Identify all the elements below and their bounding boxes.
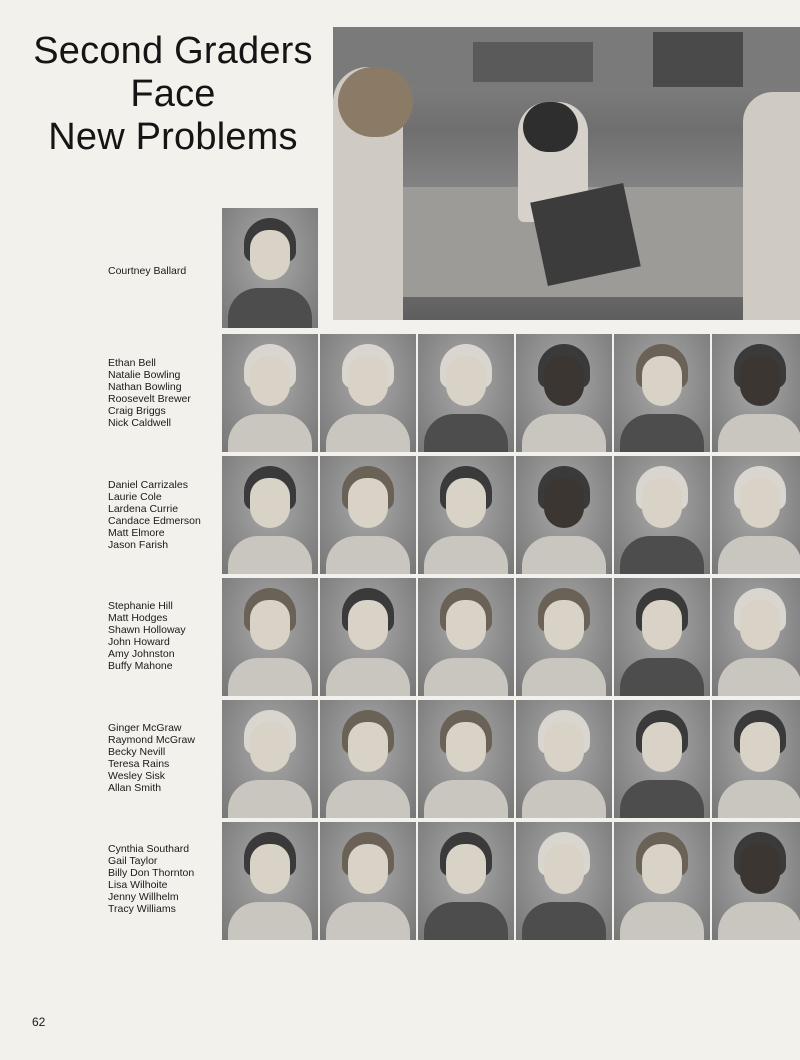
page-title — [14, 30, 332, 159]
student-portrait — [516, 334, 612, 452]
student-name: Lardena Currie — [108, 503, 179, 515]
title-line-1: Second Graders — [33, 30, 313, 72]
student-portrait — [320, 822, 416, 940]
student-name: Nick Caldwell — [108, 417, 172, 429]
student-name: Matt Elmore — [108, 527, 165, 539]
student-portrait — [222, 456, 318, 574]
name-list — [108, 600, 220, 672]
student-portrait — [222, 334, 318, 452]
student-name: Becky Nevill — [108, 746, 166, 758]
student-portrait — [614, 822, 710, 940]
student-name: Candace Edmerson — [108, 515, 201, 527]
student-name: Jason Farish — [108, 539, 169, 551]
classroom-photo — [333, 27, 800, 320]
student-name: Billy Don Thornton — [108, 867, 195, 879]
student-name: Daniel Carrizales — [108, 479, 188, 491]
student-portrait — [614, 334, 710, 452]
student-portrait — [418, 334, 514, 452]
student-name: Jenny Willhelm — [108, 891, 179, 903]
student-name: John Howard — [108, 636, 170, 648]
student-portrait — [222, 208, 318, 328]
student-name: Wesley Sisk — [108, 770, 165, 782]
student-portrait — [614, 700, 710, 818]
name-list — [108, 479, 220, 551]
student-name: Gail Taylor — [108, 855, 158, 867]
student-portrait — [614, 578, 710, 696]
student-portrait — [712, 456, 800, 574]
title-line-2: Face — [130, 73, 216, 115]
student-portrait — [614, 456, 710, 574]
student-name: Roosevelt Brewer — [108, 393, 191, 405]
student-portrait — [418, 700, 514, 818]
student-name: Ginger McGraw — [108, 722, 182, 734]
student-portrait — [320, 456, 416, 574]
student-portrait — [320, 334, 416, 452]
student-name: Craig Briggs — [108, 405, 166, 417]
name-list — [108, 843, 220, 915]
student-name: Nathan Bowling — [108, 381, 182, 393]
student-portrait — [222, 578, 318, 696]
student-name: Shawn Holloway — [108, 624, 186, 636]
student-portrait — [712, 700, 800, 818]
student-name: Stephanie Hill — [108, 600, 173, 612]
student-name: Buffy Mahone — [108, 660, 173, 672]
student-name: Cynthia Southard — [108, 843, 190, 855]
student-name: Teresa Rains — [108, 758, 170, 770]
name-list — [108, 357, 220, 429]
student-name: Matt Hodges — [108, 612, 168, 624]
student-portrait — [516, 578, 612, 696]
title-line-3: New Problems — [48, 116, 298, 158]
student-portrait — [516, 700, 612, 818]
student-portrait — [418, 822, 514, 940]
student-portrait — [320, 578, 416, 696]
student-portrait — [222, 700, 318, 818]
student-name: Courtney Ballard — [108, 265, 187, 277]
page-number: 62 — [32, 1015, 46, 1029]
student-portrait — [418, 578, 514, 696]
student-name: Tracy Williams — [108, 903, 176, 915]
student-name: Ethan Bell — [108, 357, 156, 369]
student-portrait — [222, 822, 318, 940]
student-portrait — [712, 822, 800, 940]
student-name: Natalie Bowling — [108, 369, 181, 381]
student-name: Allan Smith — [108, 782, 162, 794]
student-name: Lisa Wilhoite — [108, 879, 168, 891]
student-name: Amy Johnston — [108, 648, 175, 660]
name-list — [108, 722, 220, 794]
student-name: Laurie Cole — [108, 491, 162, 503]
featured-student-name — [108, 265, 220, 277]
student-portrait — [418, 456, 514, 574]
student-portrait — [712, 334, 800, 452]
student-name: Raymond McGraw — [108, 734, 195, 746]
student-portrait — [516, 456, 612, 574]
student-portrait — [516, 822, 612, 940]
student-portrait — [320, 700, 416, 818]
student-portrait — [712, 578, 800, 696]
